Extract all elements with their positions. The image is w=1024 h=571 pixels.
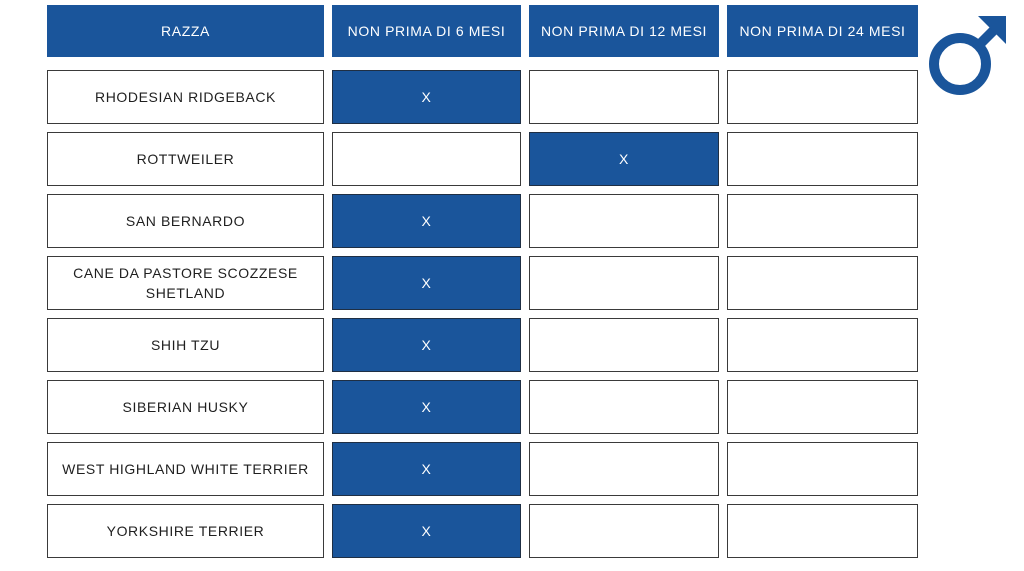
breed-cell: SIBERIAN HUSKY [47,380,324,434]
mark-12-months-cell [529,504,719,558]
header-6-months: NON PRIMA DI 6 MESI [332,5,521,57]
mark-6-months-cell: X [332,318,521,372]
mark-12-months-cell [529,380,719,434]
mark-24-months-cell [727,132,918,186]
male-symbol-icon [926,14,1008,98]
mark-12-months-cell [529,442,719,496]
mark-24-months-cell [727,380,918,434]
header-24-months: NON PRIMA DI 24 MESI [727,5,918,57]
mark-6-months-cell [332,132,521,186]
breed-cell: YORKSHIRE TERRIER [47,504,324,558]
mark-12-months-cell [529,194,719,248]
mark-12-months-cell [529,70,719,124]
header-razza: RAZZA [47,5,324,57]
breed-cell: ROTTWEILER [47,132,324,186]
mark-24-months-cell [727,70,918,124]
mark-24-months-cell [727,318,918,372]
breed-cell: RHODESIAN RIDGEBACK [47,70,324,124]
mark-6-months-cell: X [332,194,521,248]
mark-6-months-cell: X [332,380,521,434]
breed-cell: SHIH TZU [47,318,324,372]
mark-12-months-cell: X [529,132,719,186]
mark-6-months-cell: X [332,256,521,310]
mark-6-months-cell: X [332,70,521,124]
mark-24-months-cell [727,256,918,310]
header-12-months: NON PRIMA DI 12 MESI [529,5,719,57]
mark-24-months-cell [727,504,918,558]
mark-12-months-cell [529,318,719,372]
breed-cell: WEST HIGHLAND WHITE TERRIER [47,442,324,496]
mark-12-months-cell [529,256,719,310]
mark-24-months-cell [727,442,918,496]
breed-cell: CANE DA PASTORE SCOZZESE SHETLAND [47,256,324,310]
mark-6-months-cell: X [332,504,521,558]
mark-6-months-cell: X [332,442,521,496]
mark-24-months-cell [727,194,918,248]
breed-cell: SAN BERNARDO [47,194,324,248]
